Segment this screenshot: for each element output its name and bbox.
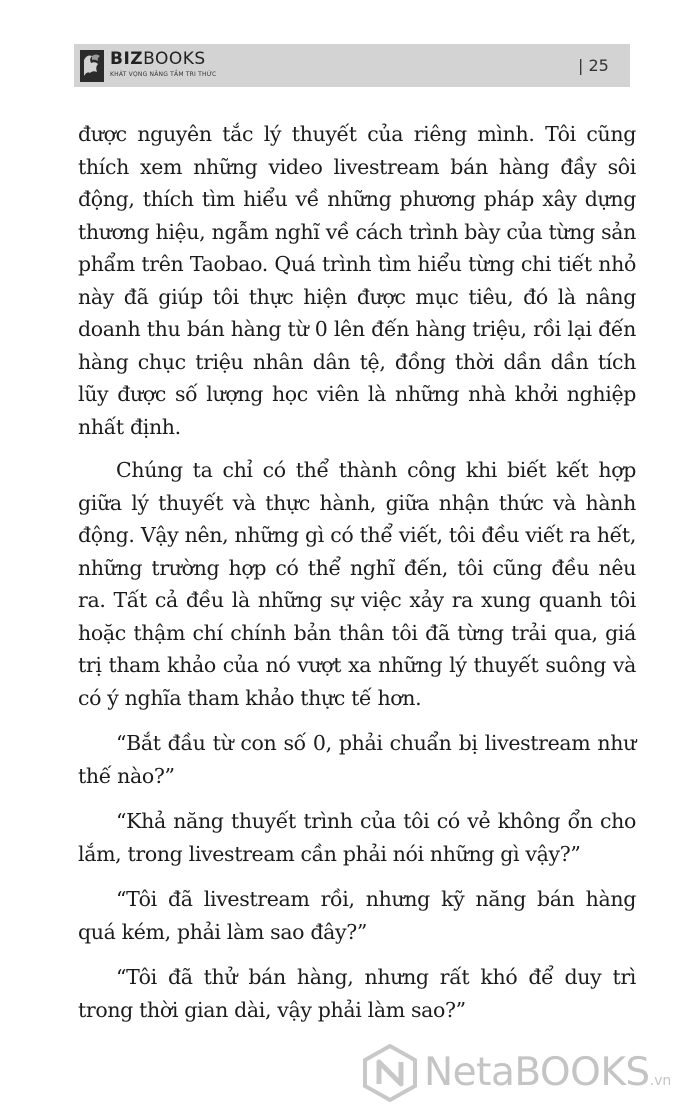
brand-name-rest: BOOKS <box>143 49 206 69</box>
question-paragraph: “Tôi đã thử bán hàng, nhưng rất khó để duy trì trong thời gian dài, vậy phải làm sao?” <box>78 965 636 1022</box>
brand-name-bold: BIZ <box>110 49 144 69</box>
netabooks-watermark-icon <box>362 1044 418 1102</box>
brand-tagline: KHÁT VỌNG NÂNG TẦM TRI THỨC <box>110 71 217 78</box>
brand-name <box>110 49 206 69</box>
page-body <box>78 118 636 1026</box>
watermark-brand: NetaBOOKS <box>424 1050 650 1095</box>
question-paragraph: “Tôi đã livestream rồi, nhưng kỹ năng bán hàng quá kém, phải làm sao đây?” <box>78 887 636 944</box>
watermark-text <box>424 1050 671 1095</box>
question-paragraph: “Khả năng thuyết trình của tôi có vẻ không ổn cho lắm, trong livestream cần phải nói những gì vậy?” <box>78 809 636 866</box>
bizbooks-logo-icon <box>80 50 104 82</box>
paragraph-continuation: được nguyên tắc lý thuyết của riêng mình. Tôi cũng thích xem những video livestream bán hàng đầy sôi động, thích tìm hiểu về những phương pháp xây dựng thương hiệu, ngẫm nghĩ về cách trình bày của từng sản phẩm trên Taobao. Quá trình tìm hiểu từng chi tiết nhỏ này đã giúp tôi thực hiện được mục tiêu, đó là nâng doanh thu bán hàng từ 0 lên đến hàng triệu, rồi lại đến hàng chục triệu nhân dân tệ, đồng thời dần dần tích lũy được số lượng học viên là những nhà khởi nghiệp nhất định. <box>78 122 636 439</box>
paragraph: Chúng ta chỉ có thể thành công khi biết kết hợp giữa lý thuyết và thực hành, giữa nhận thức và hành động. Vậy nên, những gì có thể viết, tôi đều viết ra hết, những trường hợp có thể nghĩ đến, tôi cũng đều nêu ra. Tất cả đều là những sự việc xảy ra xung quanh tôi hoặc thậm chí chính bản thân tôi đã từng trải qua, giá trị tham khảo của nó vượt xa những lý thuyết suông và có ý nghĩa tham khảo thực tế hơn. <box>78 458 636 710</box>
watermark-suffix: .vn <box>649 1073 672 1089</box>
question-paragraph: “Bắt đầu từ con số 0, phải chuẩn bị livestream như thế nào?” <box>78 731 636 788</box>
page-number: | 25 <box>578 56 609 75</box>
